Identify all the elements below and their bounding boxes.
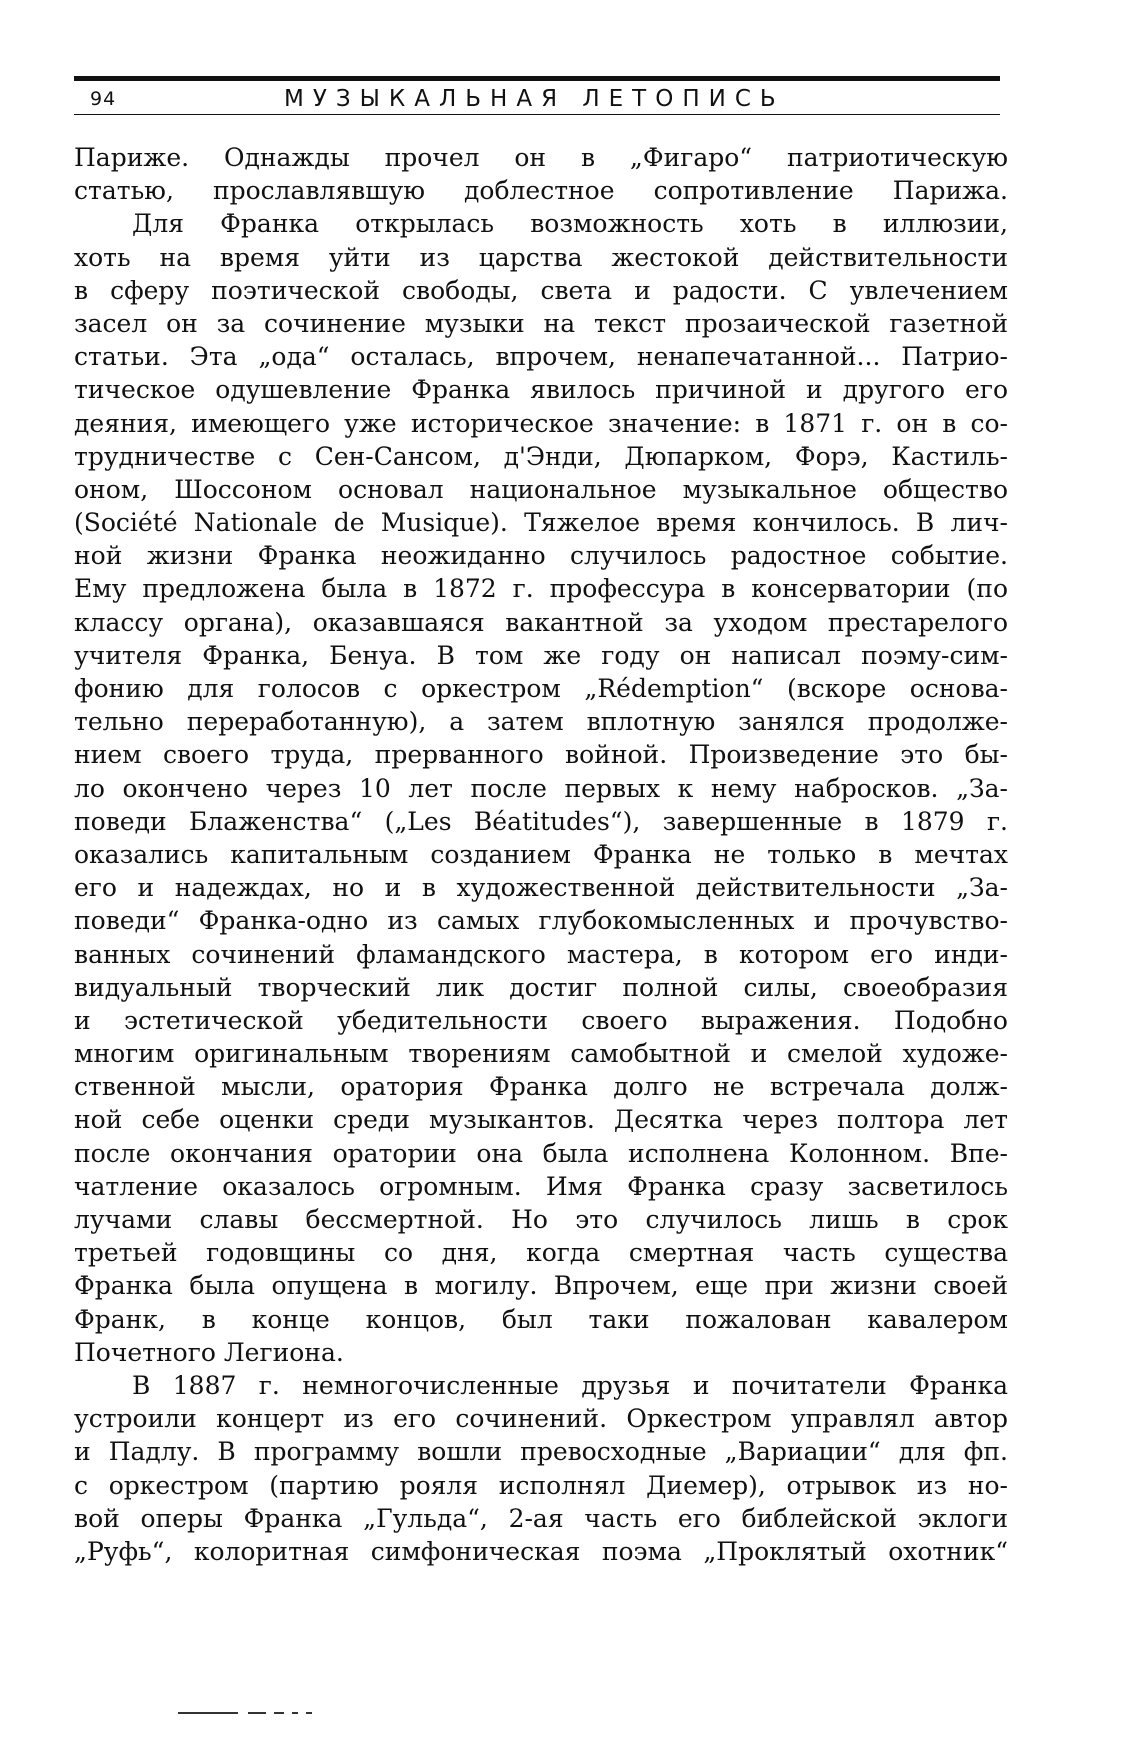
- text-line: после окончания оратории она была исполнена Колонном. Впе-: [74, 1138, 1008, 1168]
- text-line: фонию для голосов с оркестром „Rédemption“ (вскоре основа-: [74, 674, 1008, 703]
- text-line: его и надеждах, но и в художественной действительности „За-: [74, 873, 1008, 903]
- text-line: классу органа), оказавшаяся вакантной за уходом престарелого: [74, 607, 1008, 637]
- text-line: ной себе оценки среди музыкантов. Десятка через полтора лет: [74, 1105, 1008, 1135]
- text-line: в сферу поэтической свободы, света и радости. С увлечением: [74, 275, 1008, 305]
- text-line: Франк, в конце концов, был таки пожалован кавалером: [74, 1304, 1008, 1334]
- text-line: и Падлу. В программу вошли превосходные „Вариации“ для фп.: [74, 1437, 1008, 1467]
- text-line: Ему предложена была в 1872 г. профессура в консерватории (по: [74, 574, 1008, 604]
- header-top-rule: [74, 76, 1000, 81]
- text-line: ственной мысли, оратория Франка долго не встречала долж-: [74, 1072, 1008, 1102]
- text-line: поведи“ Франка-одно из самых глубокомысленных и прочувство-: [74, 906, 1008, 936]
- text-line: статью, прославлявшую доблестное сопротивление Парижа.: [74, 176, 1008, 206]
- running-title: МУЗЫКАЛЬНАЯ ЛЕТОПИСЬ: [284, 86, 785, 112]
- text-line: оном, Шоссоном основал национальное музыкальное общество: [74, 474, 1008, 504]
- text-line: многим оригинальным творениям самобытной и смелой художе-: [74, 1039, 1008, 1069]
- text-line: ло окончено через 10 лет после первых к нему набросков. „За-: [74, 773, 1008, 803]
- text-line: (Société Nationale de Musique). Тяжелое время кончилось. В лич-: [74, 508, 1008, 538]
- text-line: „Руфь“, колоритная симфоническая поэма „Проклятый охотник“: [74, 1536, 1008, 1566]
- page-number: 94: [90, 88, 117, 110]
- text-line: ванных сочинений фламандского мастера, в котором его инди-: [74, 939, 1008, 969]
- print-mark-dash: [274, 1712, 284, 1714]
- text-line: нием своего труда, прерванного войной. Произведение это бы-: [74, 740, 1008, 770]
- print-mark-dash: [178, 1712, 238, 1714]
- text-line: третьей годовщины со дня, когда смертная часть существа: [74, 1238, 1008, 1268]
- text-line: трудничестве с Сен-Сансом, д'Энди, Дюпарком, Форэ, Кастиль-: [74, 441, 1008, 471]
- print-mark-dash: [292, 1712, 298, 1714]
- text-line: и эстетической убедительности своего выражения. Подобно: [74, 1005, 1008, 1035]
- text-line: оказались капитальным созданием Франка не только в мечтах: [74, 839, 1008, 869]
- text-line: Париже. Однажды прочел он в „Фигаро“ патриотическую: [74, 143, 1008, 172]
- text-line: засел он за сочинение музыки на текст прозаической газетной: [74, 308, 1008, 338]
- text-line: вой оперы Франка „Гульда“, 2-ая часть его библейской эклоги: [74, 1503, 1008, 1533]
- text-line: поведи Блаженства“ („Les Béatitudes“), завершенные в 1879 г.: [74, 806, 1008, 836]
- text-line: видуальный творческий лик достиг полной силы, своеобразия: [74, 972, 1008, 1002]
- text-line: деяния, имеющего уже историческое значение: в 1871 г. он в со-: [74, 408, 1008, 438]
- text-line: Франка была опущена в могилу. Впрочем, еще при жизни своей: [74, 1271, 1008, 1301]
- text-line: тическое одушевление Франка явилось причиной и другого его: [74, 375, 1008, 405]
- text-line: Почетного Легиона.: [74, 1337, 344, 1367]
- text-line: ной жизни Франка неожиданно случилось радостное событие.: [74, 541, 1008, 571]
- body-text: [74, 141, 1008, 1568]
- print-mark-dash: [248, 1712, 266, 1714]
- footer-print-mark: [178, 1709, 378, 1719]
- print-mark-dash: [306, 1712, 312, 1714]
- header-bottom-rule: [74, 114, 1000, 115]
- text-line: статьи. Эта „ода“ осталась, впрочем, ненапечатанной... Патрио-: [74, 342, 1008, 372]
- text-line: чатление оказалось огромным. Имя Франка сразу засветилось: [74, 1171, 1008, 1201]
- text-line: учителя Франка, Бенуа. В том же году он написал поэму-сим-: [74, 640, 1008, 670]
- text-line: В 1887 г. немногочисленные друзья и почитатели Франка: [132, 1370, 1008, 1400]
- text-line: тельно переработанную), а затем вплотную занялся продолже-: [74, 707, 1008, 737]
- text-line: Для Франка открылась возможность хоть в иллюзии,: [132, 209, 1008, 239]
- page-header: [74, 72, 1000, 116]
- text-line: устроили концерт из его сочинений. Оркестром управлял автор: [74, 1404, 1008, 1434]
- text-line: хоть на время уйти из царства жестокой действительности: [74, 242, 1008, 272]
- text-line: лучами славы бессмертной. Но это случилось лишь в срок: [74, 1205, 1008, 1234]
- text-line: с оркестром (партию рояля исполнял Диемер), отрывок из но-: [74, 1470, 1008, 1500]
